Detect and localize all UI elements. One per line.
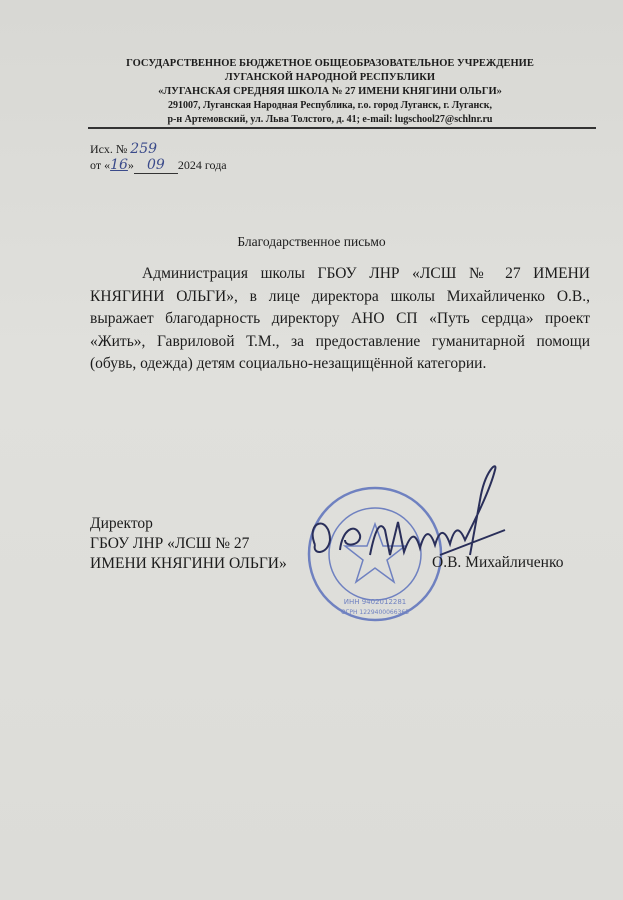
signer-org: ГБОУ ЛНР «ЛСШ № 27 — [90, 535, 250, 552]
letter-title: Благодарственное письмо — [237, 234, 386, 249]
date-day: 16 — [110, 157, 128, 173]
letterhead-line: «ЛУГАНСКАЯ СРЕДНЯЯ ШКОЛА № 27 ИМЕНИ КНЯГИНИ ОЛЬГИ» — [158, 86, 502, 97]
date-prefix: от « — [90, 158, 111, 172]
stamp-inn: ИНН 9402012281 — [343, 598, 407, 606]
letterhead-address: 291007, Луганская Народная Республика, г.о. город Луганск, г. Луганск, — [168, 100, 492, 111]
letterhead-line: ГОСУДАРСТВЕННОЕ БЮДЖЕТНОЕ ОБЩЕОБРАЗОВАТЕЛЬНОЕ УЧРЕЖДЕНИЕ — [126, 58, 534, 69]
letter-body: Администрация школы ГБОУ ЛНР «ЛСШ № 27 ИМЕНИ КНЯГИНИ ОЛЬГИ», в лице директора школы Михайличенко О.В., выражает благодарность директору АНО СП «Путь сердца» проект «Жить», Гавриловой Т.М., за предоставление гуманитарной помощи (обувь, одежда) детям социально-незащищённой категории. — [90, 265, 590, 372]
date-mid: » — [127, 158, 134, 172]
signer-name: О.В. Михайличенко — [432, 554, 564, 571]
date-year: 2024 года — [177, 158, 227, 172]
outgoing-reference — [90, 141, 227, 174]
signature-block — [90, 514, 287, 574]
header-divider — [88, 127, 596, 129]
signer-position: Директор — [90, 515, 153, 532]
ref-number: 259 — [130, 141, 158, 157]
signer-org: ИМЕНИ КНЯГИНИ ОЛЬГИ» — [90, 555, 287, 572]
letterhead-line: ЛУГАНСКОЙ НАРОДНОЙ РЕСПУБЛИКИ — [224, 72, 436, 83]
letterhead-address: р-н Артемовский, ул. Льва Толстого, д. 41; e-mail: lugschool27@schlnr.ru — [167, 114, 493, 125]
date-month: 09 — [134, 157, 178, 174]
letterhead — [80, 57, 580, 127]
stamp-ogrn: ОГРН 1229400066365 — [340, 609, 410, 616]
ref-number-label: Исх. № — [90, 142, 128, 156]
